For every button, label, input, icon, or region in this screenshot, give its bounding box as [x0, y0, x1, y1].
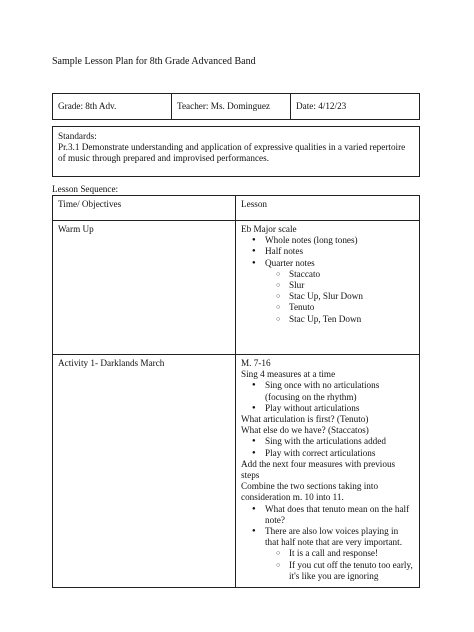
lesson-sequence-label: Lesson Sequence:: [52, 184, 119, 194]
activity-bullet-list: [241, 504, 414, 582]
list-item: ● Half notes: [265, 246, 414, 257]
activity-line: What articulation is first? (Tenuto): [241, 414, 369, 425]
activity-label: Activity 1- Darklands March: [53, 355, 236, 588]
info-table: [52, 93, 420, 120]
list-item: ● Play with correct articulations: [265, 448, 414, 459]
activity-line: Combine the two sections taking into consideration m. 10 into 11.: [241, 481, 379, 503]
list-item-text: There are also low voices playing in that half note that are very important.: [265, 526, 402, 548]
activity-bullet-list: [241, 436, 414, 458]
warmup-bullet-list: [241, 235, 414, 325]
grade-cell: Grade: 8th Adv.: [53, 94, 172, 120]
teacher-cell: Teacher: Ms. Dominguez: [172, 94, 291, 120]
date-cell: Date: 4/12/23: [291, 94, 420, 120]
standards-cell: [53, 127, 420, 177]
header-time-objectives: Time/ Objectives: [53, 196, 236, 221]
activity-line: M. 7-16: [241, 358, 271, 368]
warmup-heading: Eb Major scale: [241, 224, 297, 234]
list-item: ○ Slur: [289, 280, 414, 291]
table-header-row: [53, 196, 420, 221]
table-row: [53, 221, 420, 355]
list-item: ● Sing with the articulations added: [265, 436, 414, 447]
list-item: ○ It is a call and response!: [289, 548, 414, 559]
header-lesson: Lesson: [236, 196, 420, 221]
warmup-lesson-cell: [236, 221, 420, 355]
activity-lesson-cell: [236, 355, 420, 588]
list-item: [265, 526, 414, 582]
list-item: ● Sing once with no articulations (focusing on the rhythm): [265, 380, 414, 402]
document-title: Sample Lesson Plan for 8th Grade Advanced Band: [52, 56, 256, 67]
activity-sub-list: [265, 548, 414, 582]
list-item: ○ Staccato: [289, 269, 414, 280]
activity-bullet-list: [241, 380, 414, 414]
list-item: ● What does that tenuto mean on the half note?: [265, 504, 414, 526]
list-item: ● Whole notes (long tones): [265, 235, 414, 246]
activity-line: Add the next four measures with previous steps: [241, 458, 396, 481]
activity-line: What else do we have? (Staccatos): [241, 425, 369, 436]
list-item: ○ If you cut off the tenuto too early, it's like you are ignoring: [289, 560, 414, 582]
warmup-label: Warm Up: [53, 221, 236, 355]
list-item: ○ Stac Up, Ten Down: [289, 314, 414, 325]
list-item: ○ Stac Up, Slur Down: [289, 291, 414, 302]
standards-label: Standards:: [58, 131, 97, 141]
list-item: ○ Tenuto: [289, 302, 414, 313]
activity-line: Sing 4 measures at a time: [241, 369, 336, 380]
list-item-text: Quarter notes: [265, 257, 315, 268]
lesson-table: [52, 195, 420, 588]
list-item: ● Play without articulations: [265, 403, 414, 414]
list-item: [265, 258, 414, 325]
table-row: [53, 355, 420, 588]
standards-text: Pr.3.1 Demonstrate understanding and application of expressive qualities in a varied repertoire of music through prepared and improvised performances.: [58, 142, 406, 164]
warmup-sub-list: [265, 269, 414, 325]
standards-table: [52, 126, 420, 177]
